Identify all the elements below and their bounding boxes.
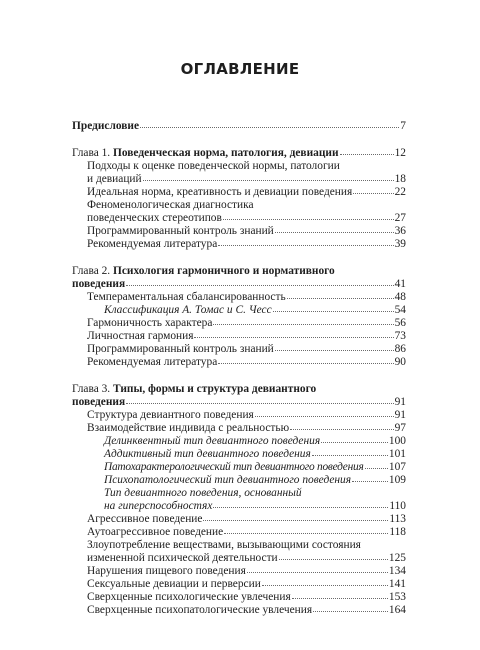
chapter-prefix: Глава 1. [72,147,113,159]
toc-leader [273,302,394,312]
toc-leader [340,145,394,155]
toc-entry-line[interactable]: Злоупотребление веществами, вызывающими состояния [87,539,361,551]
toc-page-number: 113 [389,513,406,525]
toc-leader [313,602,388,612]
toc-page-number: 97 [394,422,406,434]
toc-page-number: 86 [394,343,406,355]
toc-subentry[interactable]: Классификация А. Томас и С. Чесс 54 [104,304,406,316]
toc-entry-line[interactable]: Феноменологическая диагностика [87,199,254,211]
toc-entry[interactable]: Программированный контроль знаний 86 [87,343,406,355]
toc-leader [353,184,393,194]
toc-entry[interactable]: поведенческих стереотипов 27 [87,212,406,224]
toc-subentry[interactable]: Делинквентный тип девиантного поведения 100 [104,435,406,447]
toc-leader [224,524,388,534]
toc-page-number: 56 [394,317,406,329]
chapter-title: Типы, формы и структура девиантного [113,383,317,395]
toc-leader [312,446,388,456]
toc-entry[interactable]: Сверхценные психопатологические увлечения 164 [87,604,406,616]
toc-entry[interactable]: Рекомендуемая литература 39 [87,238,406,250]
toc-entry-label: Предисловие [72,120,140,132]
toc-leader [203,511,388,521]
toc-page-number: 91 [394,396,406,408]
chapter-prefix: Глава 3. [72,383,113,395]
toc-page-number: 107 [388,461,406,473]
toc-subentry-line[interactable]: Тип девиантного поведения, основанный [104,487,302,499]
toc-leader [292,589,388,599]
toc-leader [218,354,393,364]
toc-leader [126,276,393,286]
toc-entry[interactable]: измененной психической деятельности 125 [87,552,406,564]
toc-entry-line[interactable]: Подходы к оценке поведенческой нормы, патологии [87,160,340,172]
toc-leader [365,459,388,469]
toc-entry[interactable]: и девиаций 18 [87,173,406,185]
toc-leader [223,210,394,220]
toc-page-number: 118 [389,526,406,538]
toc-entry[interactable]: Сверхценные психологические увлечения 153 [87,591,406,603]
toc-leader [275,341,394,351]
toc-page-number: 73 [394,330,406,342]
toc-page-number: 109 [388,474,406,486]
toc-entry[interactable]: Идеальная норма, креативность и девиации поведения 22 [87,186,406,198]
toc-entry[interactable]: Аутоагрессивное поведение 118 [87,526,406,538]
toc-entry[interactable]: Взаимодействие индивида с реальностью 97 [87,422,406,434]
toc-chapter-1[interactable] [72,146,406,160]
chapter-prefix: Глава 2. [72,265,113,277]
toc-page-number: 134 [388,565,406,577]
toc-leader [143,171,394,181]
toc-page-number: 54 [394,304,406,316]
toc-leader [247,563,388,573]
toc-leader [279,550,388,560]
toc-leader [290,420,394,430]
toc-leader [255,407,394,417]
page-title: ОГЛАВЛЕНИЕ [180,60,300,78]
toc-leader [352,472,388,482]
toc-chapter-2-cont[interactable]: поведения 41 [72,278,406,290]
toc-page-number: 110 [389,500,406,512]
toc-page-number: 18 [394,173,406,185]
toc-subentry[interactable]: Психопатологический тип девиантного поведения 109 [104,474,406,486]
toc-page-number: 101 [388,448,406,460]
toc-leader [140,118,399,128]
toc-entry[interactable]: Структура девиантного поведения 91 [87,409,406,421]
toc-leader [194,328,393,338]
toc-subentry[interactable]: на гиперспособностях 110 [104,500,406,512]
toc-page-number: 100 [388,435,406,447]
toc-entry[interactable]: Гармоничность характера 56 [87,317,406,329]
toc-page-number: 91 [394,409,406,421]
toc-page-number: 125 [388,552,406,564]
toc-leader [262,576,388,586]
toc-page-number: 90 [394,356,406,368]
chapter-title: Поведенческая норма, патология, девиации [113,147,339,159]
toc-leader [321,433,388,443]
toc-page-number: 164 [388,604,406,616]
toc-page-number: 27 [394,212,406,224]
toc-leader [213,315,393,325]
toc-page-number: 41 [394,278,406,290]
toc-leader [213,498,388,508]
toc-leader [218,236,393,246]
toc-entry[interactable]: Темпераментальная сбалансированность 48 [87,291,406,303]
toc-entry[interactable]: Рекомендуемая литература 90 [87,356,406,368]
toc-leader [275,223,394,233]
toc-entry[interactable]: Личностная гармония 73 [87,330,406,342]
toc-page-number: 39 [394,238,406,250]
toc-leader [126,394,393,404]
toc-subentry[interactable]: Патохарактерологический тип девиантного поведения 107 [104,461,406,473]
toc-page-number: 12 [394,147,406,159]
toc-entry[interactable]: Программированный контроль знаний 36 [87,225,406,237]
toc-page-number: 141 [388,578,406,590]
toc-entry-preface[interactable] [72,119,406,133]
toc-page-number: 22 [394,186,406,198]
toc-entry[interactable]: Нарушения пищевого поведения 134 [87,565,406,577]
chapter-title: Психология гармоничного и нормативного [113,265,335,277]
toc-page-number: 7 [400,120,406,132]
toc-subentry[interactable]: Аддиктивный тип девиантного поведения 101 [104,448,406,460]
toc-page-number: 48 [394,291,406,303]
toc-page-number: 36 [394,225,406,237]
toc-page-number: 153 [388,591,406,603]
toc-chapter-3-cont[interactable]: поведения 91 [72,396,406,408]
toc-entry[interactable]: Агрессивное поведение 113 [87,513,406,525]
toc-entry[interactable]: Сексуальные девиации и перверсии 141 [87,578,406,590]
toc-leader [287,289,394,299]
